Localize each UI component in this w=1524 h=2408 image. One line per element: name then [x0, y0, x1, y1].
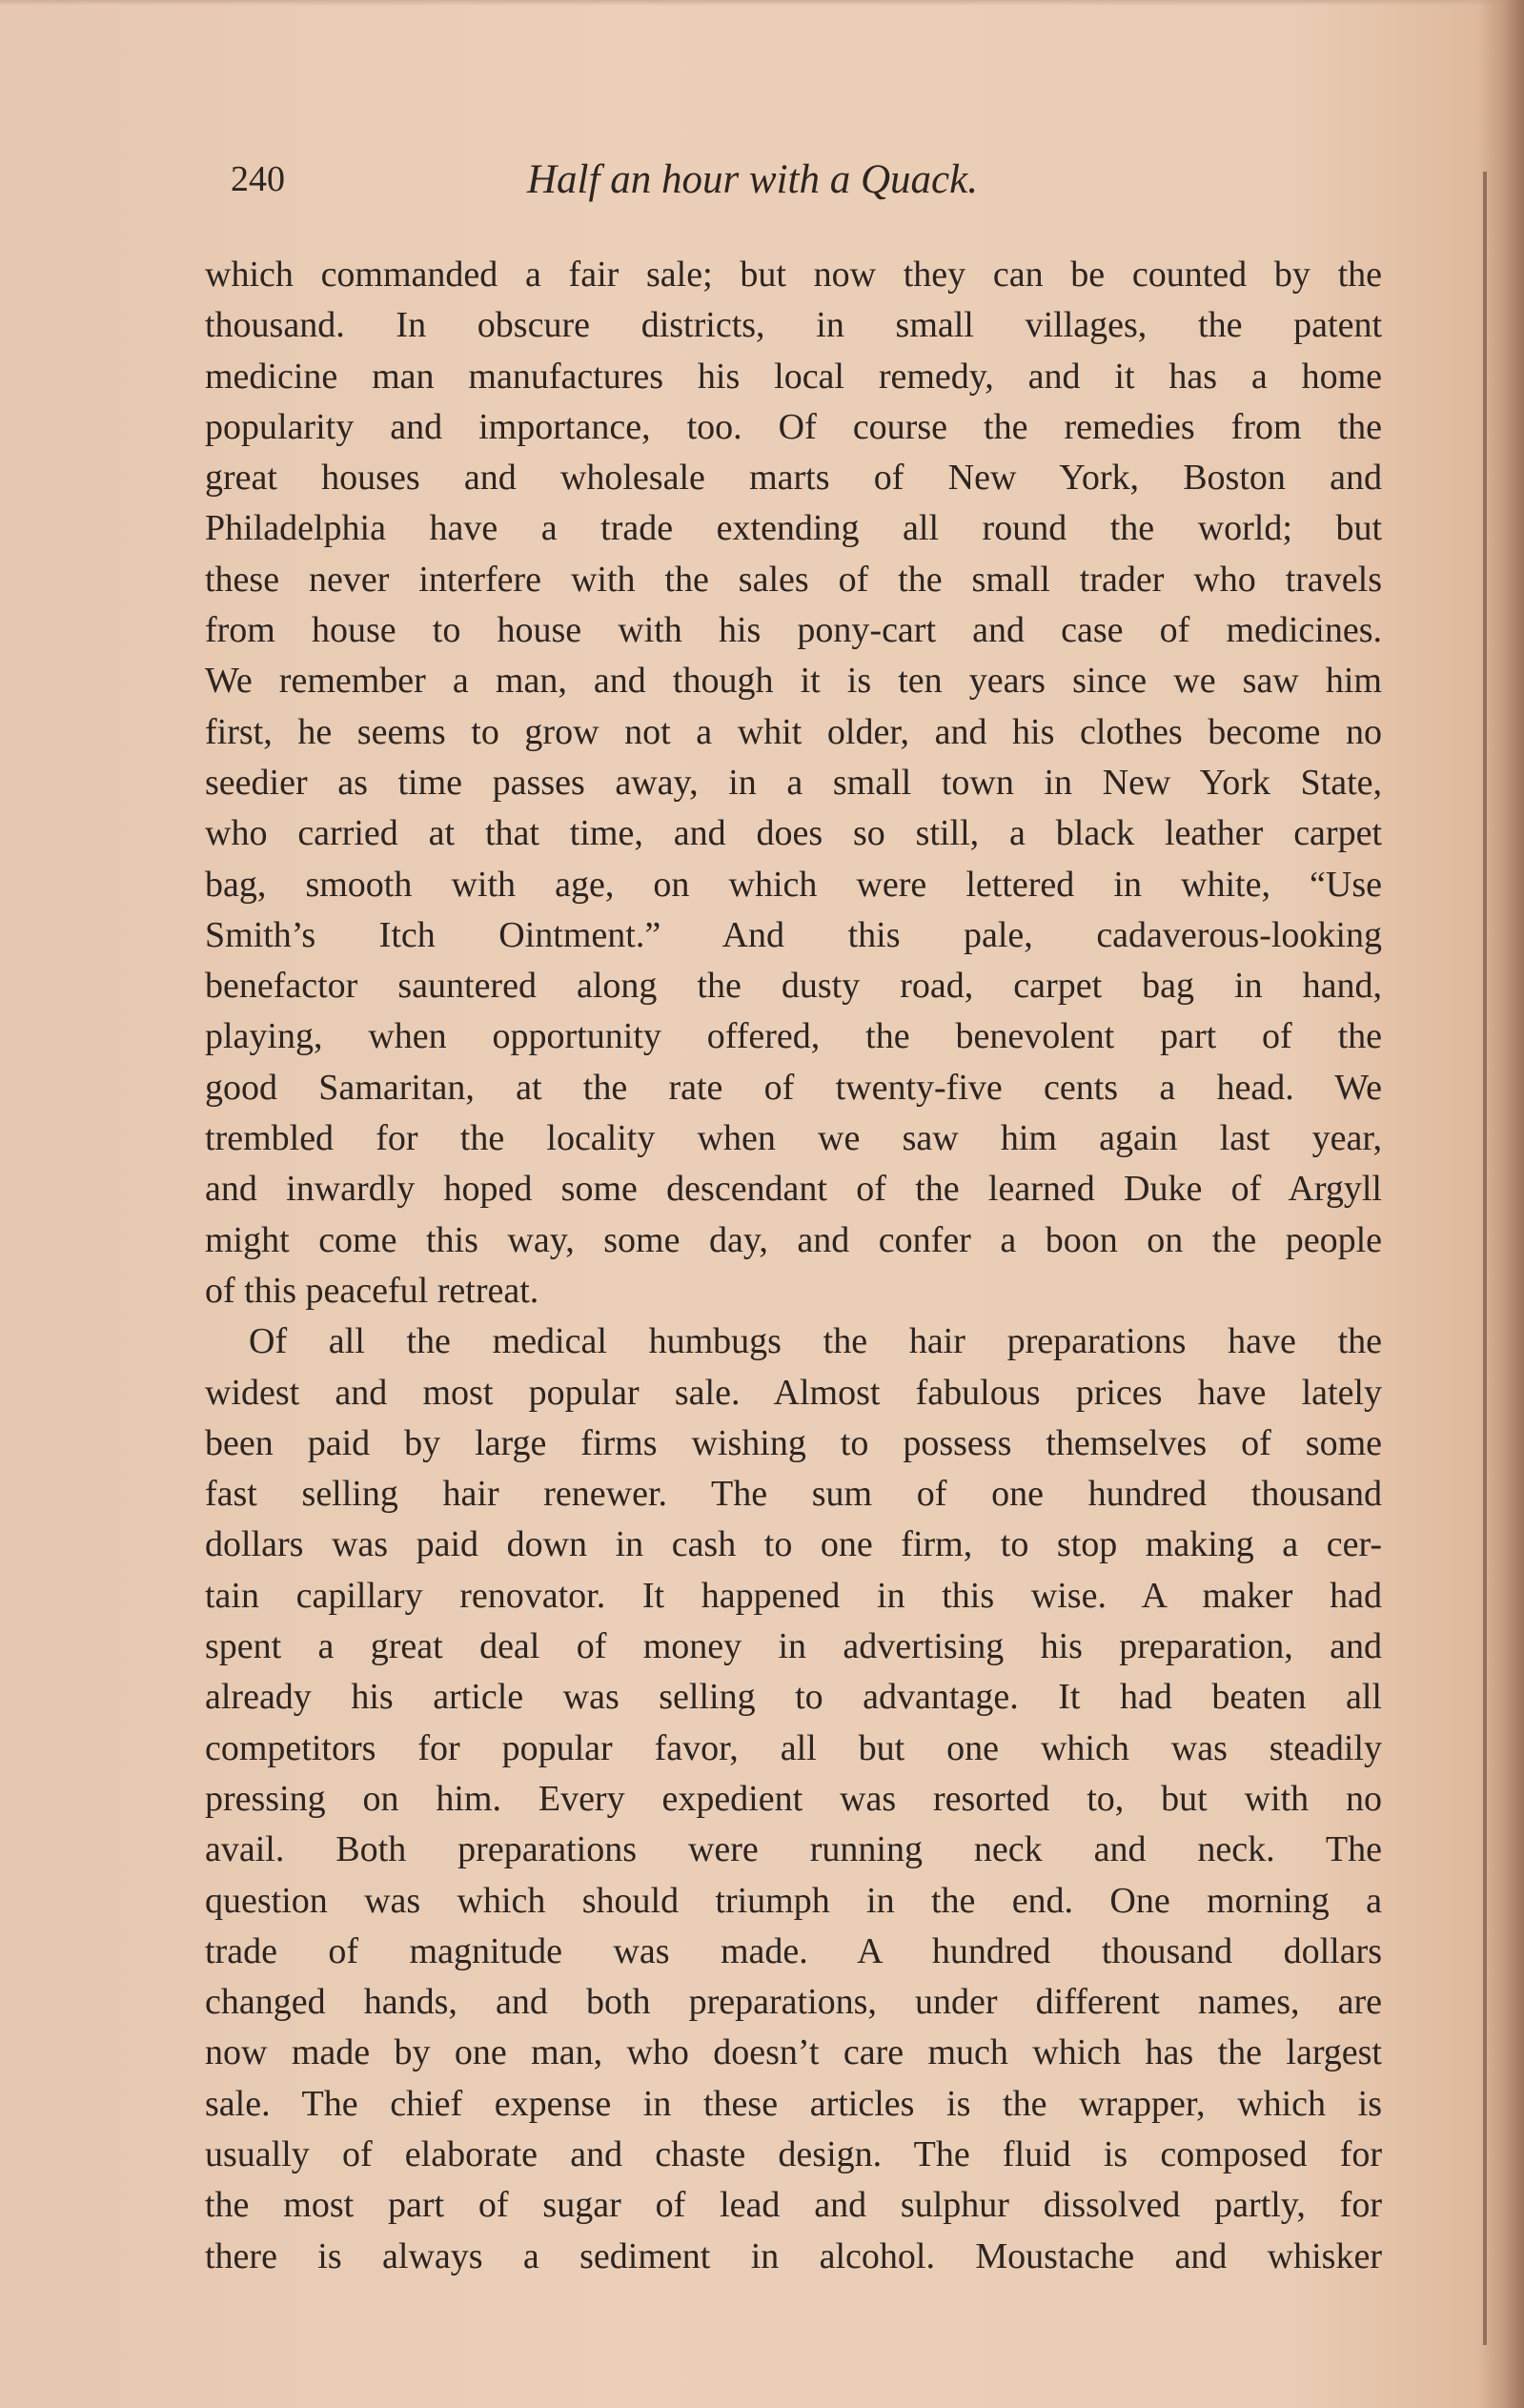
text-line: pressing on him. Every expedient was resorted to, but with no — [205, 1778, 1382, 1819]
text-line: competitors for popular favor, all but one which was steadily — [205, 1727, 1382, 1768]
text-line: there is always a sediment in alcohol. Moustache and whisker — [205, 2235, 1382, 2276]
text-line: Smith’s Itch Ointment.” And this pale, cadaverous-looking — [205, 914, 1382, 955]
text-line: spent a great deal of money in advertising his preparation, and — [205, 1626, 1382, 1667]
paragraph-end-line: of this peaceful retreat. — [205, 1270, 539, 1311]
text-line: widest and most popular sale. Almost fabulous prices have lately — [205, 1372, 1382, 1413]
text-line: Philadelphia have a trade extending all round the world; but — [205, 508, 1382, 549]
text-line: great houses and wholesale marts of New York, Boston and — [205, 458, 1382, 499]
text-line: been paid by large firms wishing to possess themselves of some — [205, 1422, 1382, 1463]
text-line: these never interfere with the sales of the small trader who travels — [205, 559, 1382, 600]
text-line: fast selling hair renewer. The sum of one hundred thousand — [205, 1474, 1382, 1515]
text-line: first, he seems to grow not a whit older, and his clothes become no — [205, 711, 1382, 752]
text-line: already his article was selling to advantage. It had beaten all — [205, 1677, 1382, 1718]
text-line: medicine man manufactures his local remedy, and it has a home — [205, 356, 1382, 397]
text-line: changed hands, and both preparations, under different names, are — [205, 1982, 1382, 2023]
text-line: popularity and importance, too. Of course the remedies from the — [205, 406, 1382, 447]
page-header — [0, 151, 1524, 208]
text-line: avail. Both preparations were running neck and neck. The — [205, 1829, 1382, 1870]
text-line: trade of magnitude was made. A hundred thousand dollars — [205, 1930, 1382, 1971]
text-line: seedier as time passes away, in a small town in New York State, — [205, 762, 1382, 803]
text-line: question was which should triumph in the end. One morning a — [205, 1880, 1382, 1921]
text-line: bag, smooth with age, on which were lettered in white, “Use — [205, 864, 1382, 905]
text-line: dollars was paid down in cash to one firm, to stop making a cer- — [205, 1524, 1382, 1565]
text-line: now made by one man, who doesn’t care much which has the largest — [205, 2032, 1382, 2073]
paragraph-start-line: Of all the medical humbugs the hair preparations have the — [249, 1321, 1382, 1362]
page-number: 240 — [231, 159, 285, 199]
text-line: tain capillary renovator. It happened in this wise. A maker had — [205, 1575, 1382, 1616]
text-line: might come this way, some day, and confer a boon on the people — [205, 1219, 1382, 1260]
text-line: and inwardly hoped some descendant of the learned Duke of Argyll — [205, 1169, 1382, 1210]
running-title: Half an hour with a Quack. — [527, 157, 978, 202]
text-line: from house to house with his pony-cart and case of medicines. — [205, 610, 1382, 651]
text-line: benefactor sauntered along the dusty road, carpet bag in hand, — [205, 966, 1382, 1007]
text-line: thousand. In obscure districts, in small villages, the patent — [205, 305, 1382, 346]
text-line: trembled for the locality when we saw him again last year, — [205, 1118, 1382, 1159]
text-line: playing, when opportunity offered, the benevolent part of the — [205, 1016, 1382, 1057]
text-line: which commanded a fair sale; but now they can be counted by the — [205, 255, 1382, 295]
text-line: usually of elaborate and chaste design. The fluid is composed for — [205, 2133, 1382, 2174]
page-top-edge — [0, 0, 1524, 6]
text-line: We remember a man, and though it is ten years since we saw him — [205, 661, 1382, 702]
text-line: who carried at that time, and does so still, a black leather carpet — [205, 813, 1382, 854]
text-line: the most part of sugar of lead and sulphur dissolved partly, for — [205, 2185, 1382, 2226]
text-line: good Samaritan, at the rate of twenty-five cents a head. We — [205, 1067, 1382, 1108]
text-line: sale. The chief expense in these articles is the wrapper, which is — [205, 2083, 1382, 2124]
body-text — [205, 250, 1382, 2282]
binding-shadow-line — [1483, 172, 1487, 2345]
